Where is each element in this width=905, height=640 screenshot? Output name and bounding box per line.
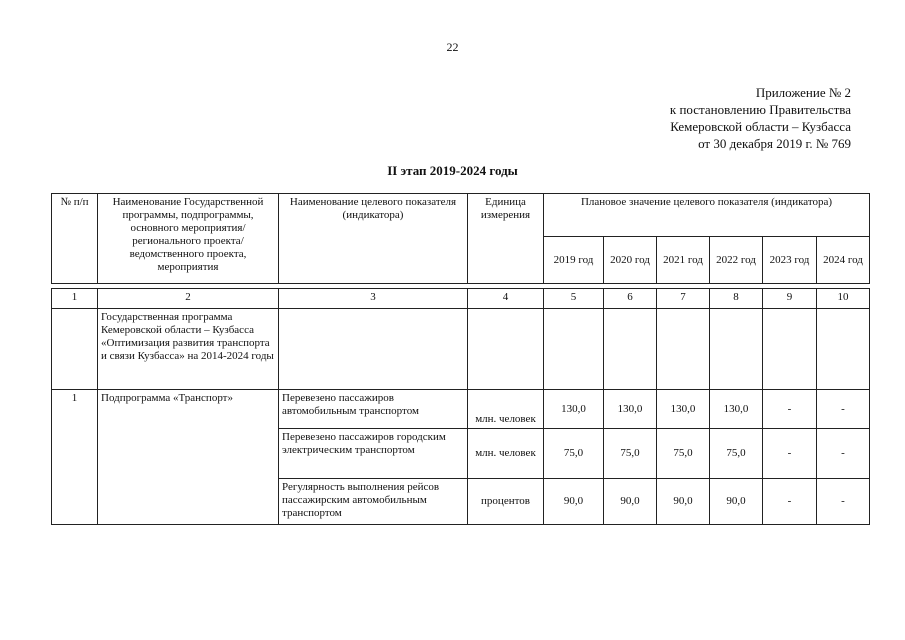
column-number: 4 [468, 289, 544, 309]
column-number-row [52, 289, 870, 309]
indicator-name: Перевезено пассажиров городским электрическим транспортом [279, 429, 468, 479]
page-number: 22 [446, 40, 459, 54]
header-year-2023: 2023 год [763, 237, 817, 284]
column-number: 6 [604, 289, 657, 309]
value-2019: 90,0 [544, 479, 604, 525]
value-2020: 130,0 [604, 390, 657, 429]
header-year-2019: 2019 год [544, 237, 604, 284]
value-2019: 75,0 [544, 429, 604, 479]
subprogram-name: Подпрограмма «Транспорт» [98, 390, 279, 525]
value-2020: 75,0 [604, 429, 657, 479]
value-2024: - [817, 429, 870, 479]
value-2023: - [763, 429, 817, 479]
value-2024: - [817, 479, 870, 525]
value-2023: - [763, 390, 817, 429]
program-name: Государственная программа Кемеровской области – Кузбасса «Оптимизация развития транспорта и связи Кузбасса» на 2014-2024 годы [98, 309, 279, 390]
value-2022: 130,0 [710, 390, 763, 429]
header-year-2022: 2022 год [710, 237, 763, 284]
value-2022: 90,0 [710, 479, 763, 525]
indicator-name: Регулярность выполнения рейсов пассажирским автомобильным транспортом [279, 479, 468, 525]
program-row [52, 309, 870, 390]
column-number: 5 [544, 289, 604, 309]
value-2021: 75,0 [657, 429, 710, 479]
column-number: 8 [710, 289, 763, 309]
table-row [52, 390, 870, 429]
header-program-name: Наименование Государственной программы, подпрограммы, основного мероприятия/регионального проекта/ведомственного проекта, мероприятия [98, 194, 279, 284]
header-row-1 [52, 194, 870, 237]
column-number: 2 [98, 289, 279, 309]
value-2021: 130,0 [657, 390, 710, 429]
appendix-line-4: от 30 декабря 2019 г. № 769 [698, 136, 851, 151]
subprogram-number: 1 [52, 390, 98, 525]
value-2024: - [817, 390, 870, 429]
header-num: № п/п [52, 194, 98, 284]
stage-title: II этап 2019-2024 годы [387, 163, 518, 178]
indicator-name: Перевезено пассажиров автомобильным транспортом [279, 390, 468, 429]
column-number: 1 [52, 289, 98, 309]
column-number: 7 [657, 289, 710, 309]
column-number: 9 [763, 289, 817, 309]
value-2023: - [763, 479, 817, 525]
appendix-block [670, 84, 851, 152]
unit: млн. человек [468, 390, 544, 429]
header-year-2021: 2021 год [657, 237, 710, 284]
value-2022: 75,0 [710, 429, 763, 479]
header-year-2024: 2024 год [817, 237, 870, 284]
unit: процентов [468, 479, 544, 525]
column-number: 10 [817, 289, 870, 309]
indicator-table [51, 193, 870, 525]
header-indicator-name: Наименование целевого показателя (индикатора) [279, 194, 468, 284]
appendix-line-2: к постановлению Правительства [669, 102, 851, 117]
value-2020: 90,0 [604, 479, 657, 525]
value-2019: 130,0 [544, 390, 604, 429]
header-planned: Плановое значение целевого показателя (индикатора) [544, 194, 870, 237]
appendix-line-1: Приложение № 2 [755, 85, 851, 100]
appendix-line-3: Кемеровской области – Кузбасса [670, 119, 851, 134]
header-year-2020: 2020 год [604, 237, 657, 284]
unit: млн. человек [468, 429, 544, 479]
column-number: 3 [279, 289, 468, 309]
value-2021: 90,0 [657, 479, 710, 525]
header-unit: Единица измерения [468, 194, 544, 284]
